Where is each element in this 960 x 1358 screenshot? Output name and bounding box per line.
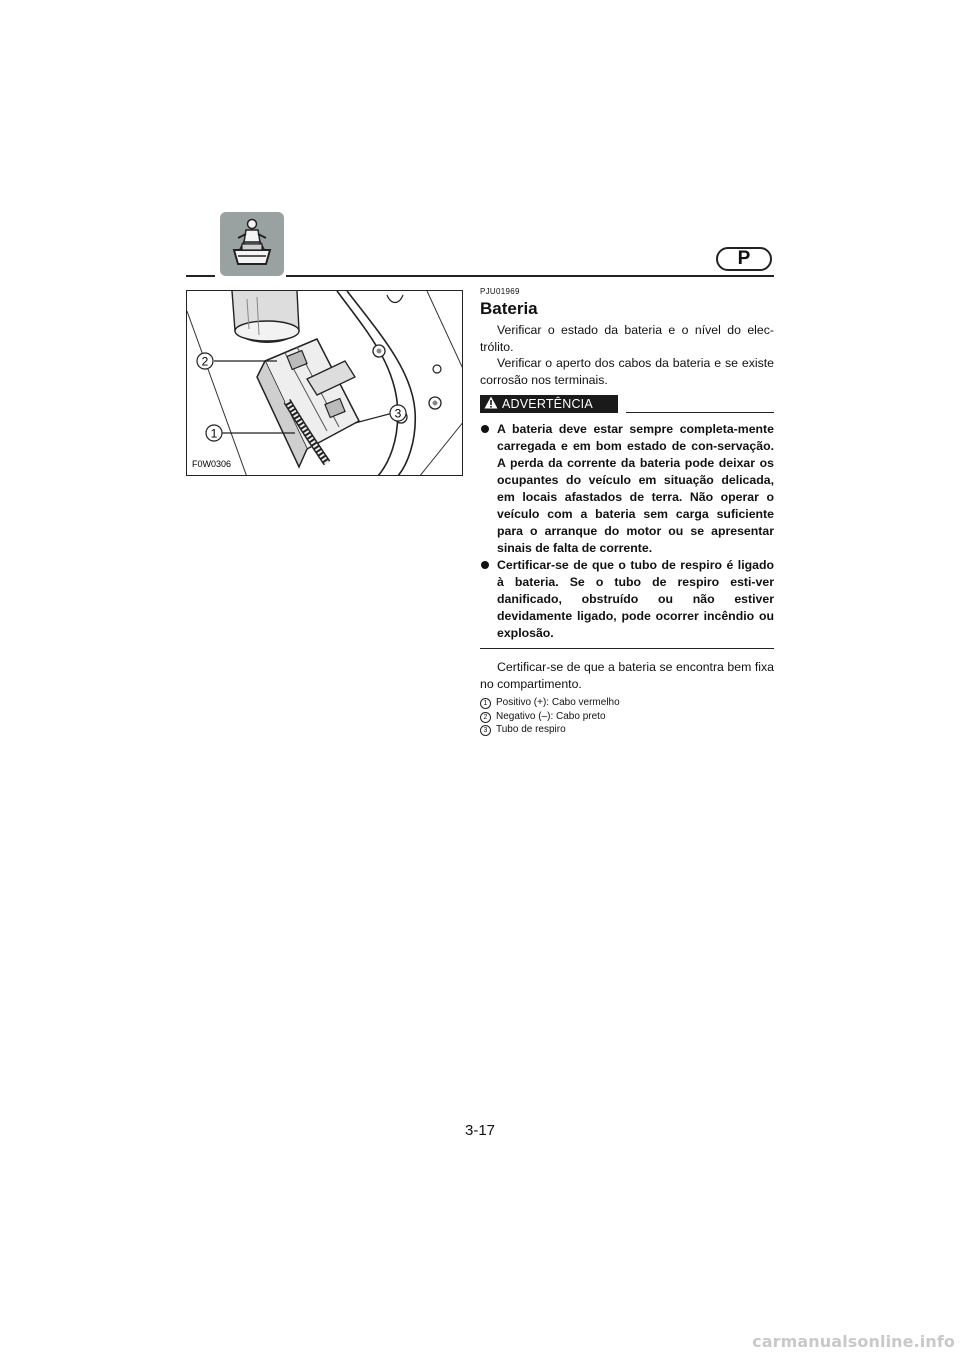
reference-code: PJU01969 bbox=[480, 287, 520, 296]
legend-item bbox=[480, 710, 774, 724]
figure-legend bbox=[480, 696, 774, 737]
legend-text: Negativo (–): Cabo preto bbox=[496, 710, 606, 722]
section-title: Bateria bbox=[480, 299, 538, 318]
bullet-icon bbox=[481, 561, 489, 569]
header-rule-right bbox=[286, 275, 774, 277]
header-rule-left bbox=[186, 275, 215, 277]
warning-triangle-icon bbox=[484, 396, 498, 409]
watercraft-rider-icon bbox=[220, 212, 284, 276]
warning-item-text: Certificar-se de que o tubo de respiro é ligado à bateria. Se o tubo de respiro esti-ver danificado, obstruído ou não estiver devidamente ligado, pode ocorrer incêndio ou explosão. bbox=[497, 558, 774, 640]
warning-item-text: A bateria deve estar sempre completa-mente carregada e em bom estado de con-servação. A perda da corrente da bateria pode deixar os ocupantes do veículo em situação delicada, em locais afastados de terra. Não operar o veículo com a bateria sem carga suficiente para o arranque do motor ou se apresentar sinais de falta de corrente. bbox=[497, 422, 774, 555]
page-number: 3-17 bbox=[464, 1122, 496, 1139]
legend-item bbox=[480, 696, 774, 710]
legend-item bbox=[480, 723, 774, 737]
battery-section bbox=[480, 287, 774, 737]
legend-number: 3 bbox=[480, 725, 491, 736]
language-badge: P bbox=[716, 247, 772, 271]
callout-2-label: 2 bbox=[201, 354, 209, 369]
legend-number: 1 bbox=[480, 698, 491, 709]
legend-text: Tubo de respiro bbox=[496, 724, 566, 735]
warning-rule bbox=[626, 412, 774, 413]
warning-header bbox=[480, 393, 774, 417]
warning-label-text: ADVERTÊNCIA bbox=[502, 397, 593, 411]
bullet-icon bbox=[481, 425, 489, 433]
paragraph-1: Verificar o estado da bateria e o nível do elec-trólito. bbox=[480, 323, 774, 354]
warning-list bbox=[480, 421, 774, 642]
legend-text: Positivo (+): Cabo vermelho bbox=[496, 697, 620, 708]
figure-code: F0W0306 bbox=[192, 459, 232, 469]
battery-figure bbox=[186, 290, 463, 476]
warning-end-rule bbox=[480, 648, 774, 649]
legend-number: 2 bbox=[480, 712, 491, 723]
paragraph-3: Certificar-se de que a bateria se encontra bem fixa no compartimento. bbox=[480, 660, 774, 691]
warning-item bbox=[480, 557, 774, 642]
warning-label bbox=[480, 395, 618, 413]
warning-item bbox=[480, 421, 774, 557]
callout-3-label: 3 bbox=[394, 406, 402, 421]
watermark: carmanualsonline.info bbox=[752, 1332, 955, 1351]
callout-1-label: 1 bbox=[210, 426, 218, 441]
paragraph-2: Verificar o aperto dos cabos da bateria e se existe corrosão nos terminais. bbox=[480, 356, 774, 387]
